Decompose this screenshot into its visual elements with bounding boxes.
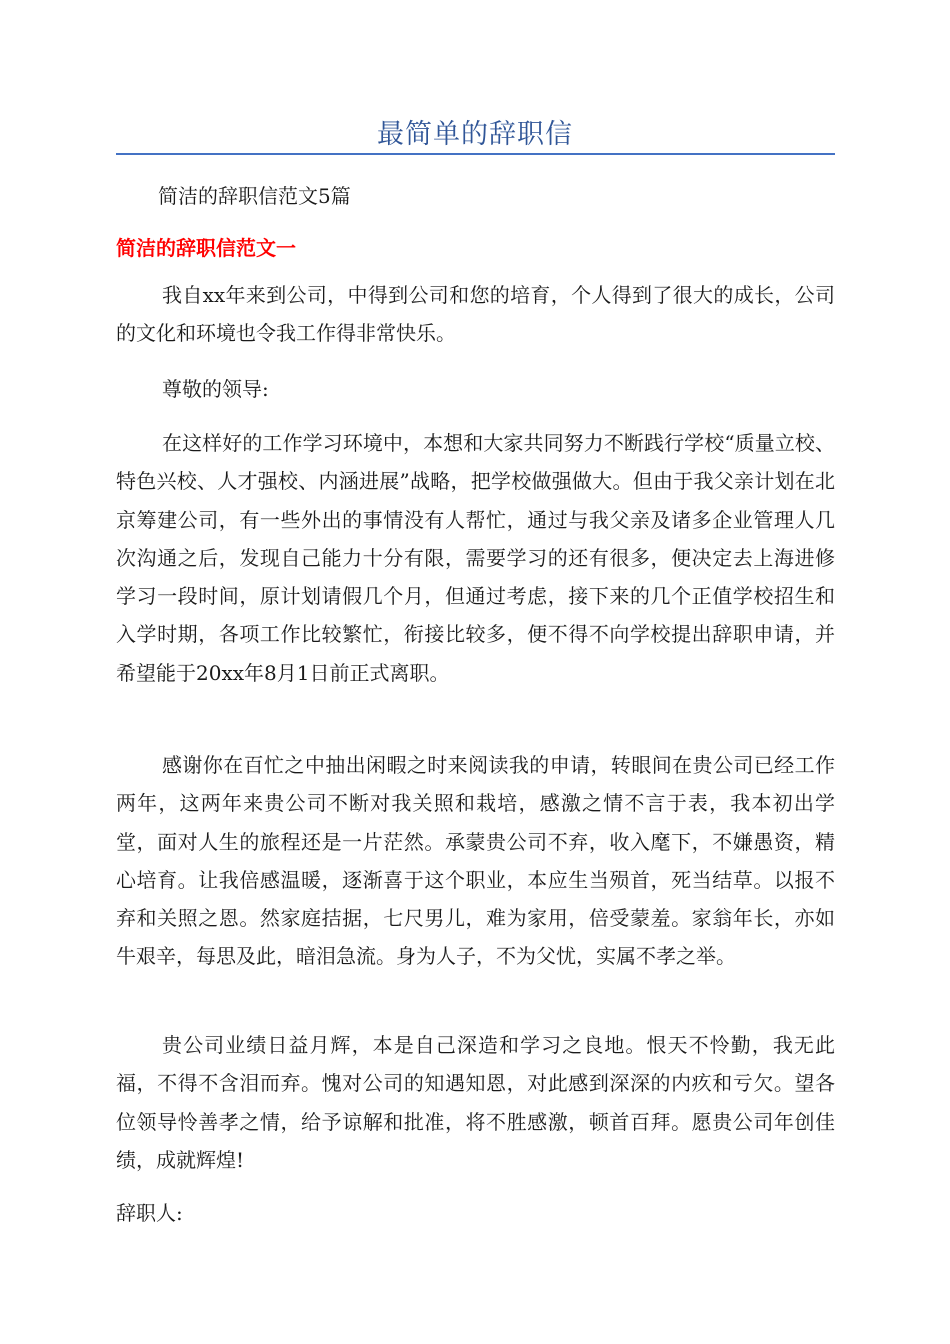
title-underline (116, 153, 835, 155)
signature-line: 辞职人: (116, 1201, 183, 1225)
paragraph-closing: 贵公司业绩日益月辉，本是自己深造和学习之良地。恨天不怜勤，我无此福，不得不含泪而弃。愧对公司的知遇知恩，对此感到深深的内疚和亏欠。望各位领导怜善孝之情，给予谅解和批准，将不胜感激，顿首百拜。愿贵公司年创佳绩，成就辉煌! (116, 1033, 835, 1172)
document-subtitle: 简洁的辞职信范文5篇 (158, 184, 351, 208)
paragraph-intro: 我自xx年来到公司，中得到公司和您的培育，个人得到了很大的成长，公司的文化和环境也令我工作得非常快乐。 (116, 283, 835, 346)
paragraph-reason: 在这样好的工作学习环境中，本想和大家共同努力不断践行学校“质量立校、特色兴校、人才强校、内涵进展”战略，把学校做强做大。但由于我父亲计划在北京筹建公司，有一些外出的事情没有人帮忙，通过与我父亲及诸多企业管理人几次沟通之后，发现自己能力十分有限，需要学习的还有很多，便决定去上海进修学习一段时间，原计划请假几个月，但通过考虑，接下来的几个正值学校招生和入学时期，各项工作比较繁忙，衔接比较多，便不得不向学校提出辞职申请，并希望能于20xx年8月1日前正式离职。 (116, 431, 835, 685)
paragraph-gratitude: 感谢你在百忙之中抽出闲暇之时来阅读我的申请，转眼间在贵公司已经工作两年，这两年来贵公司不断对我关照和栽培，感激之情不言于表，我本初出学堂，面对人生的旅程还是一片茫然。承蒙贵公司不弃，收入麾下，不嫌愚资，精心培育。让我倍感温暖，逐渐喜于这个职业，本应生当殒首，死当结草。以报不弃和关照之恩。然家庭拮据，七尺男儿，难为家用，倍受蒙羞。家翁年长，亦如牛艰辛，每思及此，暗泪急流。身为人子，不为父忧，实属不孝之举。 (116, 753, 835, 969)
section-heading: 简洁的辞职信范文一 (116, 236, 296, 260)
paragraph-salutation: 尊敬的领导: (162, 377, 269, 401)
document-title: 最简单的辞职信 (377, 119, 573, 150)
